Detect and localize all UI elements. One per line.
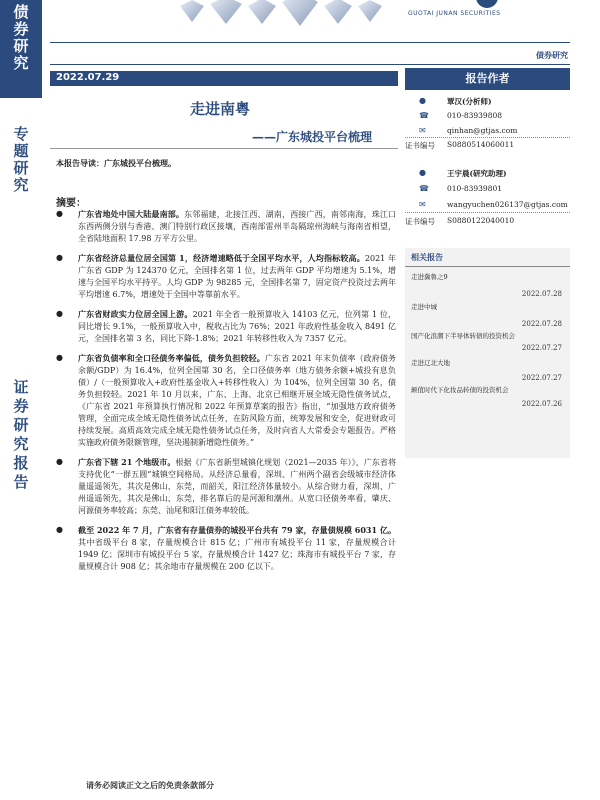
sidebar-bottom-text xyxy=(0,378,42,492)
related-item-date: 2022.07.27 xyxy=(521,374,562,382)
summary-item xyxy=(56,308,396,345)
date-bar xyxy=(50,71,398,86)
sidebar-middle-text xyxy=(0,126,42,194)
author-email[interactable]: qinhan@gtjas.com xyxy=(447,126,518,135)
title-rule xyxy=(50,148,398,149)
author-cert: S0880122040010 xyxy=(447,216,515,225)
person-icon: ● xyxy=(419,96,426,105)
phone-icon: ☎ xyxy=(419,184,429,193)
header-category: 债券研究 xyxy=(536,50,568,60)
dotted-divider xyxy=(405,212,570,213)
guide-text: 广东城投平台梳理。 xyxy=(104,158,176,168)
disclaimer-footer: 请务必阅读正文之后的免责条款部分 xyxy=(86,780,214,790)
summary-item-bold: 截至 2022 年 7 月，广东省有存量债券的城投平台共有 79 家，存量债规模 6031 亿。 xyxy=(78,525,396,535)
author-phone: 010-83939808 xyxy=(447,111,503,120)
summary-item-bold: 广东省地处中国大陆最南部。 xyxy=(78,209,185,219)
summary-item-bold: 广东省经济总量位居全国第 1，经济增速略低于全国平均水平，人均指标较高。 xyxy=(78,253,365,263)
phone-icon: ☎ xyxy=(419,111,429,120)
author-cert: S0880514060011 xyxy=(447,140,515,149)
related-rule xyxy=(405,266,570,267)
email-icon: ✉ xyxy=(419,200,426,209)
authors-heading: 报告作者 xyxy=(405,68,570,90)
summary-item xyxy=(56,524,396,573)
author-email[interactable]: wangyuchen026137@gtjas.com xyxy=(447,200,568,209)
summary-item-bold: 广东省财政实力位居全国上游。 xyxy=(78,309,193,319)
author-phone: 010-83939801 xyxy=(447,184,503,193)
company-logo xyxy=(408,0,600,20)
summary-item-text: 东邻福建，北接江西、湖南，西接广西，南邻南海，珠江口东西两侧分别与香港、澳门特别行政区接壤，西南部雷州半岛隔琼州海峡与海南省相望，全省陆地面积 17.98 万平方公里。 xyxy=(78,210,397,243)
sidebar-top-label: 债券研究 xyxy=(13,3,29,72)
summary-item-text: 2021 年全省一般预算收入 14103 亿元，位列第 1 位，同比增长 9.1%，一般预算收入中，税收占比为 76%；2021 年政府性基金收入 8491 亿元，全国排名第 3 名，同比下降-1.8%；2021 年转移性收入为 7357 亿元。 xyxy=(78,310,396,343)
related-item-date: 2022.07.28 xyxy=(521,320,562,328)
summary-item-text: 2021 年广东省 GDP 为 124370 亿元，全国排名第 1 位，过去两年 GDP 平均增速为 5.1%，增速与全国平均水平持平。人均 GDP 为 98285 元，全国排名第 7，固定资产投资过去两年平均增速 6.7%，增速处于全国中等靠前水平。 xyxy=(78,254,396,299)
left-sidebar xyxy=(0,0,42,800)
related-reports xyxy=(405,248,570,458)
summary-item xyxy=(56,252,396,301)
related-item-title[interactable]: 走进辽北大地 xyxy=(411,359,450,367)
guide-label: 本报告导读： xyxy=(56,158,104,168)
summary-item-bold: 广东省负债率和全口径债务率偏低，债务负担较轻。 xyxy=(78,353,265,363)
report-guide xyxy=(56,158,176,169)
logo-english: GUOTAI JUNAN SECURITIES xyxy=(408,10,501,17)
related-item-title[interactable]: 颠值时代下化妆品转债的投资机会 xyxy=(411,386,509,394)
report-subtitle: ——广东城投平台梳理 xyxy=(252,130,373,144)
author-cert-label: 证书编号 xyxy=(405,141,435,150)
email-icon: ✉ xyxy=(419,126,426,135)
related-item-title[interactable]: 国产化浪潮下半导体转债的投资机会 xyxy=(411,332,515,340)
header-rule-2 xyxy=(50,64,570,65)
related-title: 相关报告 xyxy=(411,252,443,262)
summary-item-bold: 广东省下辖 21 个地级市。 xyxy=(78,457,176,467)
sidebar-top-text xyxy=(0,4,42,72)
related-item-date: 2022.07.27 xyxy=(521,344,562,352)
summary-list xyxy=(56,208,396,580)
dotted-divider xyxy=(405,137,570,138)
author-name: 王宇晨(研究助理) xyxy=(447,169,507,178)
summary-heading: 摘要： xyxy=(56,198,86,209)
author-cert-label: 证书编号 xyxy=(405,217,435,226)
sidebar-middle-label: 专题研究 xyxy=(13,125,29,194)
related-item-title[interactable]: 走进中城 xyxy=(411,303,437,311)
summary-item-text: 其中省级平台 8 家，存量规模合计 815 亿；广州市有城投平台 11 家，存量规模合计 1949 亿；深圳市有城投平台 5 家，存量规模合计 1427 亿；珠海市有城投平台 7 家，存量规模合计 908 亿；其余地市存量规模在 200 亿以下。 xyxy=(78,538,396,571)
summary-item xyxy=(56,456,396,517)
related-item-date: 2022.07.26 xyxy=(521,400,562,408)
summary-item xyxy=(56,208,396,245)
header-rule xyxy=(50,42,570,43)
person-icon: ● xyxy=(419,168,426,177)
report-date: 2022.07.29 xyxy=(56,72,120,83)
author-name: 覃汉(分析师) xyxy=(447,97,492,106)
summary-item-text: 广东省 2021 年末负债率（政府债务余额/GDP）为 16.4%，位列全国第 30 名，全口径债务率（地方债务余额+城投有息负债）/（一般预算收入+政府性基金收入+转移性收入）为 104%，位列全国第 30 名，债务负担较轻。2021 年 10 月以来，广东、上海、北京已相继开展全域无隐性债务试点，《广东省 2021 年预算执行情况和 2022 年预算草案的报告》指出，“加强地方政府债务管理，全面完成全域无隐性债务试点任务，在防风险方面，统筹发展和安全，促进财政可持续发展。高质高效完成全域无隐性债务试点任务，及时向省人大常委会专题报告。严格实施政府债务限额管理，坚决遏制新增隐性债务。” xyxy=(78,354,396,447)
summary-item-text: 根据《广东省新型城镇化规划（2021—2035 年）》，广东省将支持优化“一群五圆”城镇空间格局。从经济总量看，深圳、广州两个副省会级城市经济体量遥遥领先，其次是佛山、东莞，而韶关，阳江经济体量较小。从综合财力看，深圳、广州遥遥领先，其次是佛山、东莞，排名靠后的是河源和潮州。从宽口径债务率看，肇庆、河源债务率较高；东莞、汕尾和阳江债务率较低。 xyxy=(78,458,396,515)
related-item-title[interactable]: 走进冀鲁之9 xyxy=(411,273,448,281)
summary-item xyxy=(56,352,396,449)
related-item-date: 2022.07.28 xyxy=(521,290,562,298)
diamonds-decoration xyxy=(170,0,400,26)
sidebar-bottom-label: 证券研究报告 xyxy=(13,378,29,491)
report-title: 走进南粤 xyxy=(190,100,251,118)
